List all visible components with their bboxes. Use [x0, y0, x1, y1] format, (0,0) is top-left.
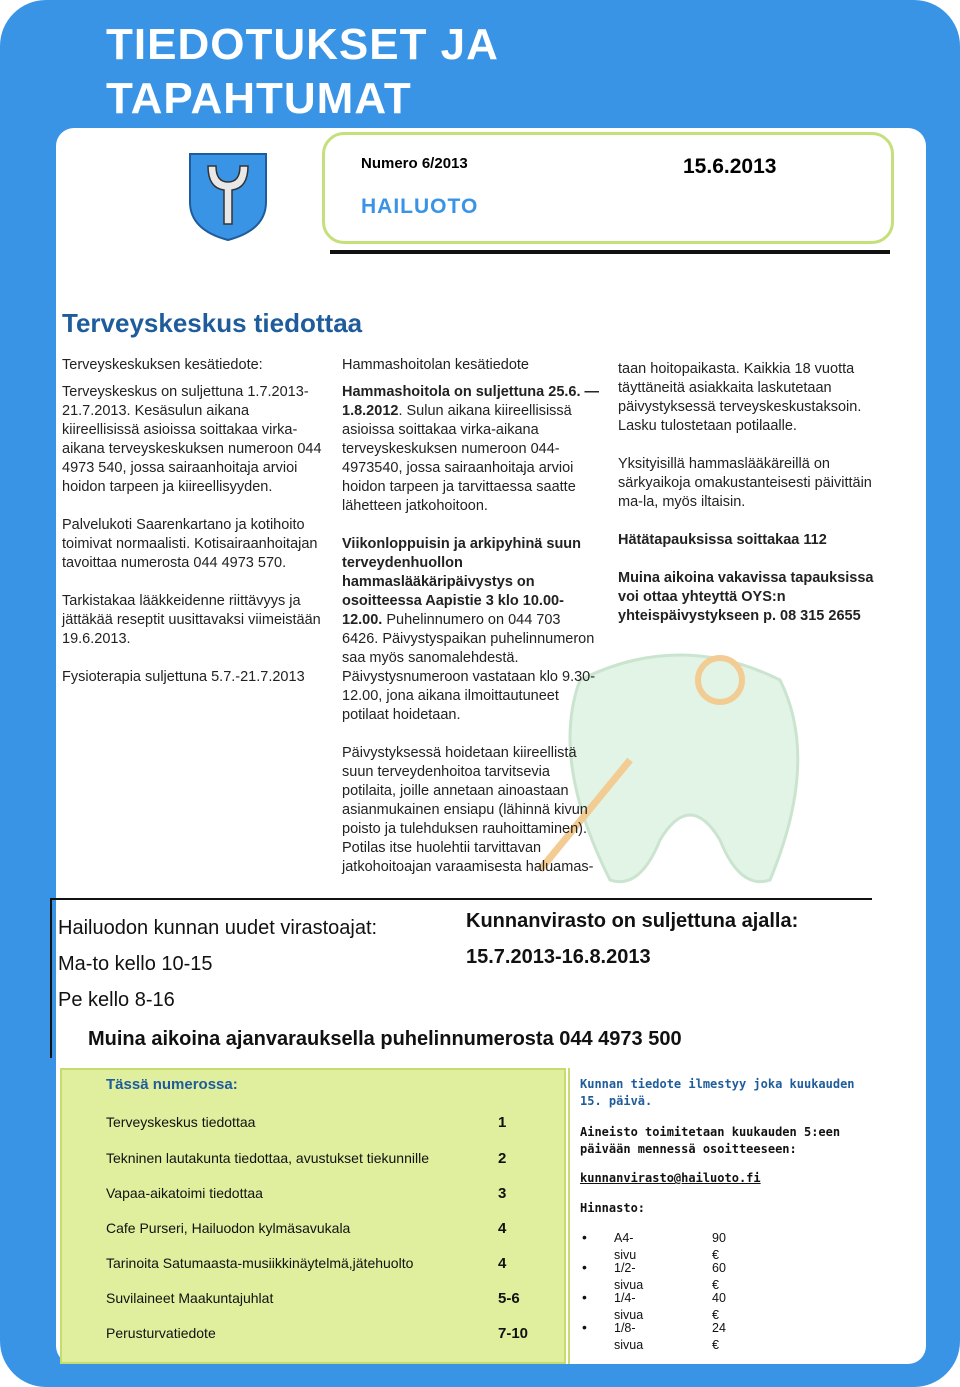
closure-dates: 15.7.2013-16.8.2013 — [466, 946, 651, 968]
bullet-icon: • — [582, 1229, 587, 1245]
issue-number: Numero 6/2013 — [361, 155, 468, 172]
toc-row — [106, 1255, 556, 1271]
masthead-line-2: TAPAHTUMAT — [106, 74, 412, 123]
email-link[interactable]: kunnanvirasto@hailuoto.fi — [580, 1171, 761, 1185]
toc-label: Terveyskeskus tiedottaa — [106, 1114, 256, 1130]
divider — [50, 898, 872, 900]
price-label: 1/2-sivua — [614, 1261, 644, 1292]
column-heading: Terveyskeskuksen kesätiedote: — [62, 357, 263, 373]
paragraph: taan hoitopaikasta. Kaikkia 18 vuotta täyttäneitä asiakkaita laskutetaan päivystyksessä terveyskeskustaksoin. Lasku tulostetaan potilaalle. — [618, 361, 862, 434]
paragraph: Puhelinnumero on 044 703 6426. Päivystyspaikan puhelinnumeron saa myös sanomalehdestä. Päivystysnumeroon vastataan klo 9.30-12.00, jona aikana ilmoittautuneet potilaat hoidetaan. — [342, 612, 596, 723]
toc-label: Suvilaineet Maakuntajuhlat — [106, 1290, 274, 1306]
toc-page: 4 — [498, 1220, 507, 1237]
toc-row — [106, 1325, 556, 1341]
paragraph-bold: Muina aikoina vakavissa tapauksissa voi ottaa yhteyttä OYS:n yhteispäivystykseen p. 08 315 2655 — [618, 570, 874, 624]
issue-place: HAILUOTO — [361, 195, 479, 218]
submission-info: Aineisto toimitetaan kuukauden 5:een päivään mennessä osoitteeseen: — [580, 1125, 841, 1156]
paragraph-bold: Viikonloppuisin ja arkipyhinä suun terveydenhuollon hammaslääkäripäivystys on osoitteessa Aapistie 3 klo 10.00-12.00. — [342, 536, 582, 628]
table-of-contents — [60, 1068, 566, 1364]
paragraph: Tarkistakaa lääkkeidenne riittävyys ja jättäkää reseptit uusittavaksi viimeistään 19.6.2013. — [62, 593, 321, 647]
issue-date: 15.6.2013 — [683, 155, 777, 178]
publication-info — [568, 1068, 872, 1364]
paragraph: Palvelukoti Saarenkartano ja kotihoito toimivat normaalisti. Kotisairaanhoitajan tavoittaa numerosta 044 4973 570. — [62, 517, 318, 571]
closure-title: Kunnanvirasto on suljettuna ajalla: — [466, 910, 799, 932]
price-value: 60 € — [712, 1261, 726, 1292]
paragraph: . Sulun aikana kiireellisissä asioissa soittakaa virka-aikana terveyskeskuksen numeroon 044-4973540, jossa sairaanhoitaja arvioi hoidon tarpeen ja tarvittaessa saatte lähetteen jatkohoitoon. — [342, 403, 576, 514]
toc-row — [106, 1150, 556, 1166]
price-value: 40 € — [712, 1291, 726, 1322]
paragraph-bold: Hammashoitola on suljettuna 25.6. — 1.8.2012 — [342, 384, 600, 419]
booking-info: Muina aikoina ajanvarauksella puhelinnumerosta 044 4973 500 — [88, 1028, 682, 1050]
paragraph: Fysioterapia suljettuna 5.7.-21.7.2013 — [62, 669, 305, 685]
office-hours-heading: Hailuodon kunnan uudet virastoajat: — [58, 917, 378, 939]
toc-label: Cafe Purseri, Hailuodon kylmäsavukala — [106, 1220, 351, 1236]
toc-row — [106, 1290, 556, 1306]
issue-box — [322, 132, 894, 244]
price-heading: Hinnasto: — [580, 1201, 646, 1215]
bullet-icon: • — [582, 1289, 587, 1305]
toc-page: 2 — [498, 1150, 507, 1167]
price-label: A4-sivu — [614, 1231, 637, 1262]
toc-row — [106, 1220, 556, 1236]
divider — [50, 900, 52, 1058]
toc-page: 4 — [498, 1255, 507, 1272]
bullet-icon: • — [582, 1319, 587, 1335]
emergency-number: Hätätapauksissa soittakaa 112 — [618, 532, 827, 548]
toc-label: Tekninen lautakunta tiedottaa, avustukset tiekunnille — [106, 1150, 429, 1166]
toc-label: Vapaa-aikatoimi tiedottaa — [106, 1185, 263, 1201]
dental-column-continued — [618, 360, 878, 645]
toc-page: 3 — [498, 1185, 507, 1202]
toc-page: 7-10 — [498, 1325, 529, 1342]
office-hours-line: Ma-to kello 10-15 — [58, 953, 213, 975]
toc-page: 5-6 — [498, 1290, 520, 1307]
dental-column — [342, 356, 600, 896]
coat-of-arms-icon — [186, 150, 270, 242]
price-value: 24 € — [712, 1321, 726, 1352]
price-value: 90 € — [712, 1231, 726, 1262]
health-center-column — [62, 356, 322, 706]
paragraph: Päivystyksessä hoidetaan kiireellistä suun terveydenhoitoa tarvitsevia potilaita, joille annetaan ainoastaan asianmukainen ensiapu (lähinnä kivun poisto ja tulehduksen rauhoittaminen). Potilas itse huolehtii tarvittavan jatkohoitoajan varaamisesta haluamas- — [342, 745, 594, 875]
column-heading: Hammashoitolan kesätiedote — [342, 357, 529, 373]
publication-schedule: Kunnan tiedote ilmestyy joka kuukauden 15. päivä. — [580, 1077, 855, 1108]
section-title: Terveyskeskus tiedottaa — [62, 308, 363, 338]
price-label: 1/8-sivua — [614, 1321, 644, 1352]
toc-row — [106, 1185, 556, 1201]
toc-title: Tässä numerossa: — [106, 1076, 238, 1093]
toc-page: 1 — [498, 1114, 507, 1131]
toc-row — [106, 1114, 556, 1130]
masthead-title — [106, 18, 499, 126]
bullet-icon: • — [582, 1259, 587, 1275]
toc-label: Perusturvatiedote — [106, 1325, 216, 1341]
masthead-line-1: TIEDOTUKSET JA — [106, 20, 499, 69]
paragraph: Terveyskeskus on suljettuna 1.7.2013-21.7.2013. Kesäsulun aikana kiireellisissä asioissa soittakaa virka-aikana terveyskeskuksen numeroon 044 4973 540, jossa sairaanhoitaja arvioi hoidon tarpeen ja kiireellisyyden. — [62, 384, 322, 495]
paragraph: Yksityisillä hammaslääkäreillä on särkyaikoja omakustanteisesti päivittäin ma-la, myös iltaisin. — [618, 456, 872, 510]
price-label: 1/4-sivua — [614, 1291, 644, 1322]
toc-label: Tarinoita Satumaasta-musiikkinäytelmä,jätehuolto — [106, 1255, 414, 1271]
divider — [330, 250, 890, 254]
office-hours-line: Pe kello 8-16 — [58, 989, 175, 1011]
